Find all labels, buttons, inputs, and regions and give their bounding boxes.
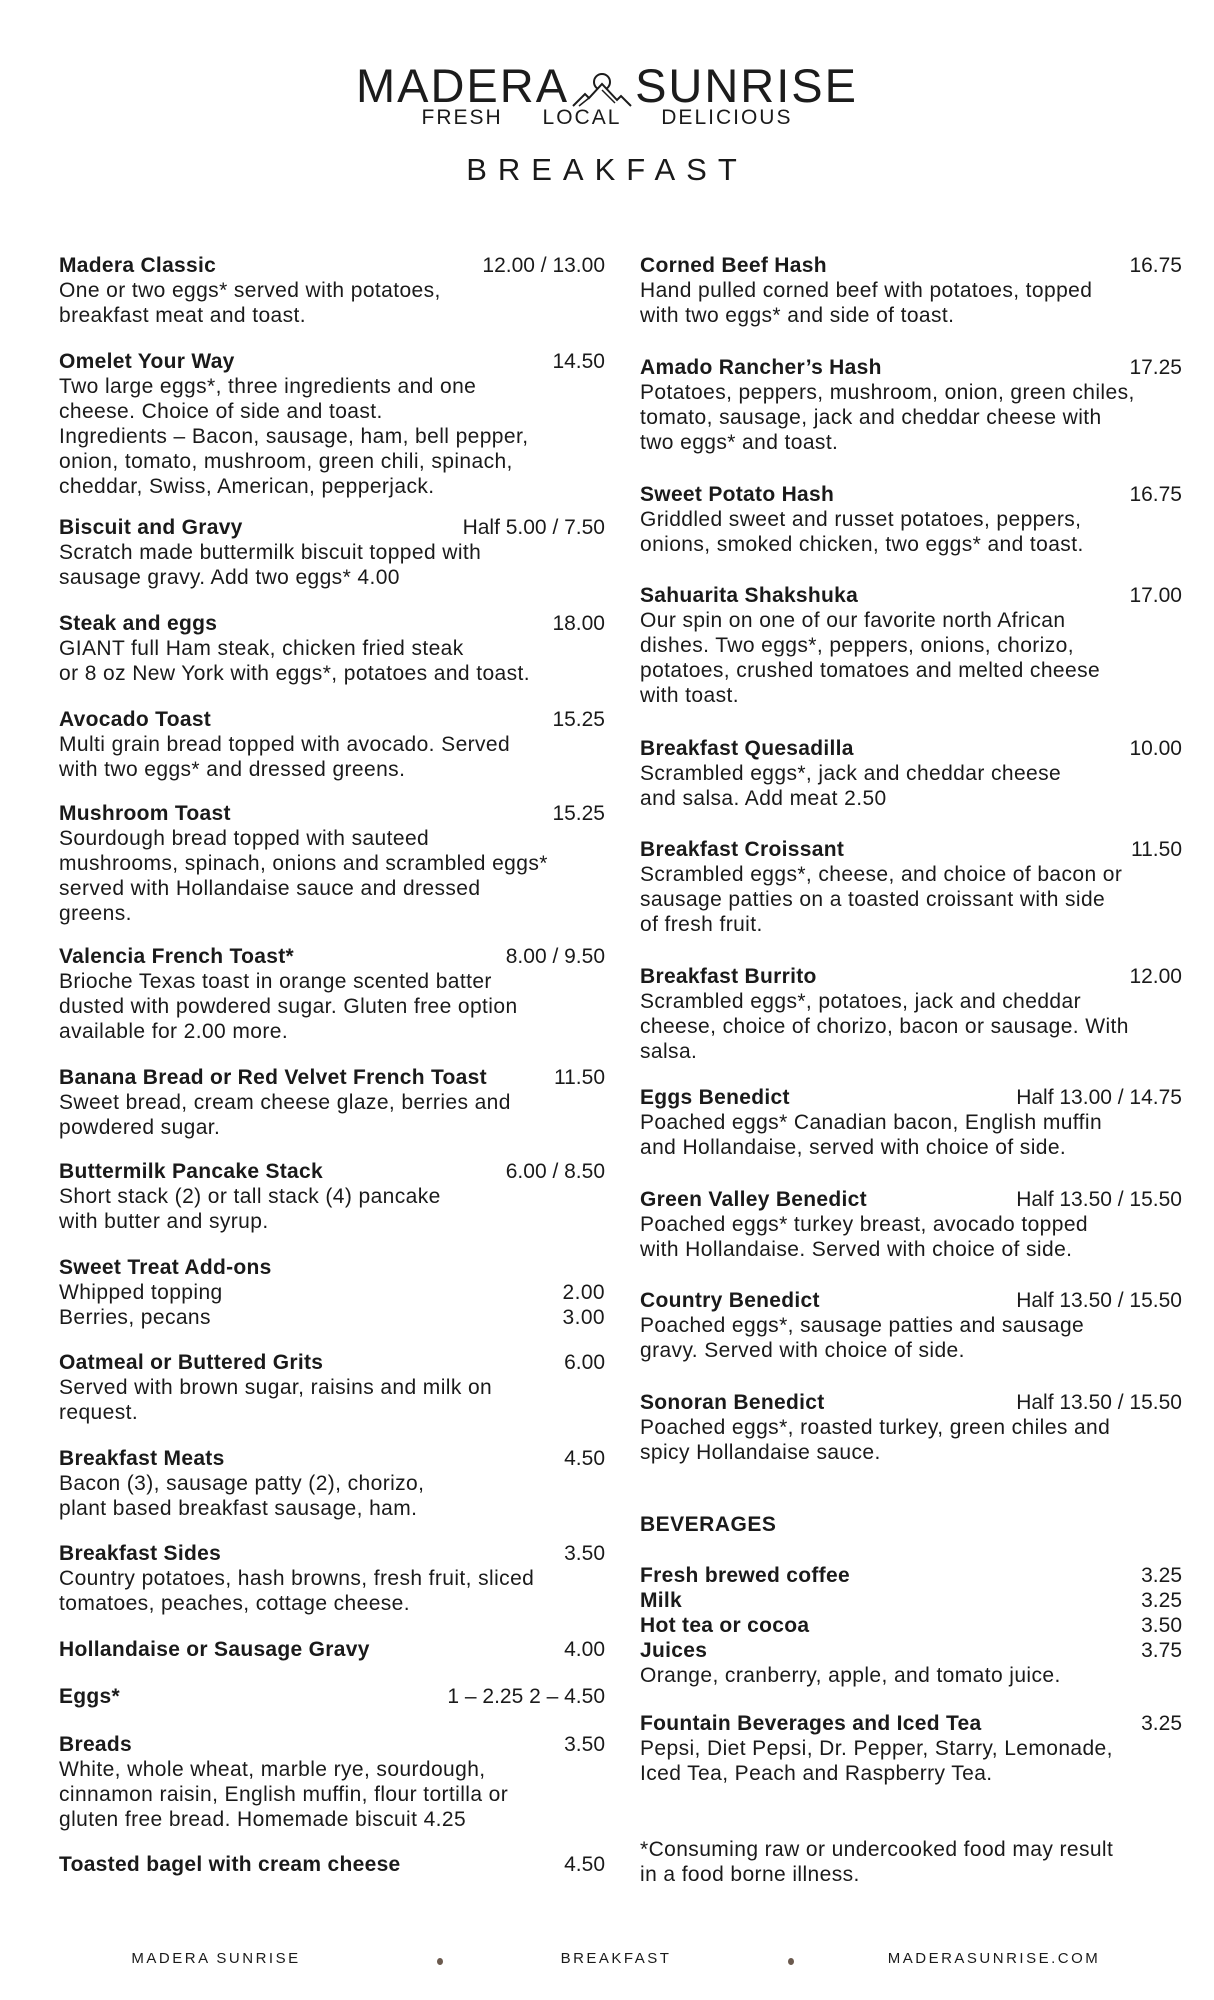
menu-item [640,1390,1182,1465]
menu-item-description: cinnamon raisin, English muffin, flour tortilla or [59,1783,509,1806]
menu-item-price: 8.00 / 9.50 [505,945,605,968]
menu-item-description: Poached eggs* Canadian bacon, English muffin [640,1111,1103,1134]
menu-item-description: tomato, sausage, jack and cheddar cheese with [640,406,1102,429]
menu-item-name: Sahuarita Shakshuka [640,584,859,607]
beverage-row [640,1588,1182,1613]
footnote [640,1837,1182,1887]
menu-item [640,253,1182,328]
menu-item-description: Our spin on one of our favorite north African [640,609,1066,632]
menu-item-description: or 8 oz New York with eggs*, potatoes and toast. [59,662,530,685]
menu-item-price: Half 13.50 / 15.50 [1016,1391,1182,1414]
menu-item-name: Green Valley Benedict [640,1188,867,1211]
menu-item-description: two eggs* and toast. [640,431,839,454]
beverage-row [640,1563,1182,1588]
beverage-name: Hot tea or cocoa [640,1614,810,1637]
menu-item-description: with two eggs* and side of toast. [640,304,955,327]
menu-item-description: One or two eggs* served with potatoes, [59,279,441,302]
menu-item-description: with two eggs* and dressed greens. [59,758,406,781]
tagline-word: DELICIOUS [661,106,793,129]
menu-item-price: Half 13.00 / 14.75 [1016,1086,1182,1109]
menu-item-name: Country Benedict [640,1289,820,1312]
menu-item-description: breakfast meat and toast. [59,304,306,327]
menu-item-description: Scrambled eggs*, jack and cheddar cheese [640,762,1062,785]
menu-item-price: 3.50 [564,1542,605,1565]
add-on-row [59,1280,605,1305]
menu-item-price: 4.50 [564,1447,605,1470]
tagline [0,106,1214,130]
menu-item-description: gluten free bread. Homemade biscuit 4.25 [59,1808,467,1831]
beverage-row [640,1613,1182,1638]
menu-item-header [59,1255,605,1280]
menu-item [59,515,605,590]
menu-item [59,611,605,686]
menu-item [640,482,1182,557]
menu-item-description: Bacon (3), sausage patty (2), chorizo, [59,1472,425,1495]
menu-item-description: Brioche Texas toast in orange scented batter [59,970,492,993]
footer-dot [437,1958,443,1965]
menu-item-price: 17.00 [1129,584,1182,607]
menu-item [640,736,1182,811]
menu-item-name: Breakfast Burrito [640,965,817,988]
menu-item [59,349,605,499]
menu-item-price: 14.50 [552,350,605,373]
add-on-price: 2.00 [562,1281,605,1304]
menu-item [59,1446,605,1521]
menu-item-description: White, whole wheat, marble rye, sourdough, [59,1758,486,1781]
menu-item-price: 3.25 [1141,1712,1182,1735]
menu-item [640,964,1182,1064]
menu-item-description: salsa. [640,1040,698,1063]
menu-item-description: Multi grain bread topped with avocado. Served [59,733,511,756]
menu-item-description: Pepsi, Diet Pepsi, Dr. Pepper, Starry, Lemonade, [640,1737,1113,1760]
menu-item-header [59,1159,605,1184]
menu-item [59,1732,605,1832]
menu-item-description: Poached eggs*, roasted turkey, green chiles and [640,1416,1111,1439]
menu-item-description: cheese. Choice of side and toast. [59,400,383,423]
tagline-word: FRESH [421,106,503,129]
menu-item-name: Toasted bagel with cream cheese [59,1853,401,1876]
menu-item-description: Country potatoes, hash browns, fresh fruit, sliced [59,1567,535,1590]
menu-item-price: 15.25 [552,708,605,731]
menu-item-name: Sweet Treat Add-ons [59,1256,272,1279]
menu-item-description: and Hollandaise, served with choice of side. [640,1136,1067,1159]
beverages-heading: BEVERAGES [640,1513,777,1536]
menu-item [59,1541,605,1616]
menu-item-price: 17.25 [1129,356,1182,379]
menu-item-name: Sonoran Benedict [640,1391,825,1414]
menu-item-header [59,1732,605,1757]
menu-item-name: Omelet Your Way [59,350,235,373]
mountain-sun-icon [571,72,633,108]
beverage-name: Fresh brewed coffee [640,1564,850,1587]
menu-item-price: 16.75 [1129,254,1182,277]
brand-name-right: SUNRISE [635,59,859,112]
menu-item-description: Sweet bread, cream cheese glaze, berries and [59,1091,511,1114]
beverage-price: 3.75 [1141,1639,1182,1662]
menu-item-header [59,707,605,732]
menu-item-price: 18.00 [552,612,605,635]
footer-section: BREAKFAST [560,1950,672,1967]
footnote-line: in a food borne illness. [640,1863,860,1886]
beverage-price: 3.25 [1141,1564,1182,1587]
menu-item-price: Half 13.50 / 15.50 [1016,1289,1182,1312]
menu-item-header [640,736,1182,761]
menu-item-description: with toast. [640,684,739,707]
menu-item-price: Half 5.00 / 7.50 [462,516,605,539]
menu-item-price: 12.00 / 13.00 [482,254,605,277]
beverage-name: Milk [640,1589,683,1612]
menu-item-description: mushrooms, spinach, onions and scrambled eggs* [59,852,548,875]
menu-item-name: Fountain Beverages and Iced Tea [640,1712,982,1735]
menu-item [59,1637,605,1662]
menu-item-description: cheese, choice of chorizo, bacon or sausage. With [640,1015,1129,1038]
menu-item [640,1711,1182,1786]
menu-item-description: request. [59,1401,139,1424]
beverage-price: 3.25 [1141,1589,1182,1612]
juice-description: Orange, cranberry, apple, and tomato juice. [640,1664,1061,1687]
menu-item-name: Mushroom Toast [59,802,231,825]
menu-item-description: served with Hollandaise sauce and dressed [59,877,481,900]
menu-item-description: Poached eggs*, sausage patties and sausage [640,1314,1085,1337]
menu-item-name: Breakfast Croissant [640,838,845,861]
menu-item-header [59,349,605,374]
menu-item-price: 16.75 [1129,483,1182,506]
brand-logo [0,58,1214,113]
tagline-word: LOCAL [542,106,622,129]
add-on-price: 3.00 [562,1306,605,1329]
menu-item-header [640,583,1182,608]
menu-item-price: 4.50 [564,1853,605,1876]
menu-item-description: GIANT full Ham steak, chicken fried steak [59,637,464,660]
menu-item-name: Oatmeal or Buttered Grits [59,1351,324,1374]
beverage-name: Juices [640,1639,708,1662]
menu-item-description: onions, smoked chicken, two eggs* and toast. [640,533,1084,556]
menu-item-header [640,1085,1182,1110]
menu-item-description: with butter and syrup. [59,1210,269,1233]
menu-item-description: sausage patties on a toasted croissant with side [640,888,1106,911]
menu-item-price: 1 – 2.25 2 – 4.50 [447,1685,605,1708]
menu-item-description: Short stack (2) or tall stack (4) pancake [59,1185,441,1208]
menu-item-description: tomatoes, peaches, cottage cheese. [59,1592,410,1615]
menu-item-name: Breakfast Quesadilla [640,737,854,760]
menu-item-price: 11.50 [554,1066,605,1089]
menu-item-header [640,1187,1182,1212]
menu-item-name: Steak and eggs [59,612,218,635]
menu-item-description: Sourdough bread topped with sauteed [59,827,430,850]
menu-item-description: Scrambled eggs*, cheese, and choice of bacon or [640,863,1123,886]
menu-item-description: Griddled sweet and russet potatoes, peppers, [640,508,1082,531]
menu-item [59,944,605,1044]
menu-item [59,801,605,926]
menu-item-description: Poached eggs* turkey breast, avocado topped [640,1213,1088,1236]
menu-item-header [59,1852,605,1877]
menu-item-description: Potatoes, peppers, mushroom, onion, green chiles, [640,381,1135,404]
add-on-row [59,1305,605,1330]
menu-item-price: 11.50 [1131,838,1182,861]
menu-item-price: Half 13.50 / 15.50 [1016,1188,1182,1211]
menu-item-name: Banana Bread or Red Velvet French Toast [59,1066,487,1089]
menu-item-name: Hollandaise or Sausage Gravy [59,1638,370,1661]
menu-item [640,355,1182,455]
menu-item-header [59,801,605,826]
menu-item-header [59,1637,605,1662]
menu-item-description: Ingredients – Bacon, sausage, ham, bell pepper, [59,425,529,448]
menu-item-header [59,1541,605,1566]
menu-item-description: onion, tomato, mushroom, green chili, spinach, [59,450,513,473]
menu-item [640,583,1182,708]
menu-item-header [640,837,1182,862]
menu-item-description: and salsa. Add meat 2.50 [640,787,887,810]
menu-item-name: Sweet Potato Hash [640,483,835,506]
menu-item-name: Madera Classic [59,254,217,277]
menu-item-name: Buttermilk Pancake Stack [59,1160,323,1183]
menu-item-name: Breakfast Meats [59,1447,225,1470]
menu-item-description: with Hollandaise. Served with choice of side. [640,1238,1073,1261]
add-on-label: Berries, pecans [59,1306,211,1329]
beverage-list [640,1563,1182,1688]
menu-item-price: 6.00 [564,1351,605,1374]
menu-item-description: plant based breakfast sausage, ham. [59,1497,418,1520]
menu-item-header [640,253,1182,278]
menu-item-price: 6.00 / 8.50 [505,1160,605,1183]
menu-item-description: dishes. Two eggs*, peppers, onions, chorizo, [640,634,1074,657]
menu-item-price: 10.00 [1129,737,1182,760]
menu-item-description: dusted with powdered sugar. Gluten free option [59,995,518,1018]
footer-dot [788,1958,794,1965]
footer-brand: MADERA SUNRISE [131,1950,301,1967]
menu-item-header [640,482,1182,507]
menu-item-header [640,1711,1182,1736]
menu-item-header [59,253,605,278]
menu-item-header [640,1390,1182,1415]
menu-item-name: Eggs Benedict [640,1086,790,1109]
menu-item-description: sausage gravy. Add two eggs* 4.00 [59,566,400,589]
menu-item-header [640,1288,1182,1313]
menu-item-header [59,1350,605,1375]
menu-item-header [640,355,1182,380]
menu-item-header [59,944,605,969]
menu-item-description: Two large eggs*, three ingredients and one [59,375,477,398]
menu-item-name: Biscuit and Gravy [59,516,243,539]
menu-item-header [640,964,1182,989]
footer-website: MADERASUNRISE.COM [887,1950,1101,1967]
menu-item-name: Corned Beef Hash [640,254,827,277]
brand-name-left: MADERA [355,59,570,112]
menu-item-price: 3.50 [564,1733,605,1756]
menu-item [59,1684,605,1709]
menu-item-description: Served with brown sugar, raisins and milk on [59,1376,493,1399]
menu-item-name: Amado Rancher’s Hash [640,356,882,379]
menu-item-name: Eggs* [59,1685,121,1708]
beverage-row [640,1638,1182,1663]
menu-item-description: Hand pulled corned beef with potatoes, topped [640,279,1093,302]
menu-item [59,1065,605,1140]
menu-item-description: potatoes, crushed tomatoes and melted cheese [640,659,1101,682]
menu-item-description: Iced Tea, Peach and Raspberry Tea. [640,1762,993,1785]
menu-item [640,837,1182,937]
footnote-line: *Consuming raw or undercooked food may result [640,1838,1114,1861]
menu-item-header [59,1684,605,1709]
menu-item-header [59,1065,605,1090]
menu-item [59,1852,605,1877]
menu-item-name: Avocado Toast [59,708,212,731]
menu-item-description: powdered sugar. [59,1116,221,1139]
menu-item-name: Valencia French Toast* [59,945,294,968]
menu-item-name: Breads [59,1733,133,1756]
menu-item-description: of fresh fruit. [640,913,763,936]
menu-item-header [59,1446,605,1471]
menu-item [59,1255,605,1330]
section-title: BREAKFAST [466,152,748,187]
menu-item-price: 12.00 [1129,965,1182,988]
menu-item [59,253,605,328]
menu-item-description: available for 2.00 more. [59,1020,289,1043]
menu-item [640,1085,1182,1160]
menu-item [59,1350,605,1425]
menu-item-header [59,611,605,636]
menu-item-price: 4.00 [564,1638,605,1661]
menu-item-description: Scratch made buttermilk biscuit topped with [59,541,482,564]
menu-item-description: cheddar, Swiss, American, pepperjack. [59,475,435,498]
menu-item-header [59,515,605,540]
menu-item-description: gravy. Served with choice of side. [640,1339,965,1362]
menu-item-name: Breakfast Sides [59,1542,222,1565]
beverage-price: 3.50 [1141,1614,1182,1637]
menu-item [640,1288,1182,1363]
menu-item-description: spicy Hollandaise sauce. [640,1441,881,1464]
add-on-label: Whipped topping [59,1281,223,1304]
menu-item-description: greens. [59,902,132,925]
menu-item [640,1187,1182,1262]
menu-item-price: 15.25 [552,802,605,825]
menu-item [59,707,605,782]
menu-item-description: Scrambled eggs*, potatoes, jack and cheddar [640,990,1081,1013]
menu-item [59,1159,605,1234]
